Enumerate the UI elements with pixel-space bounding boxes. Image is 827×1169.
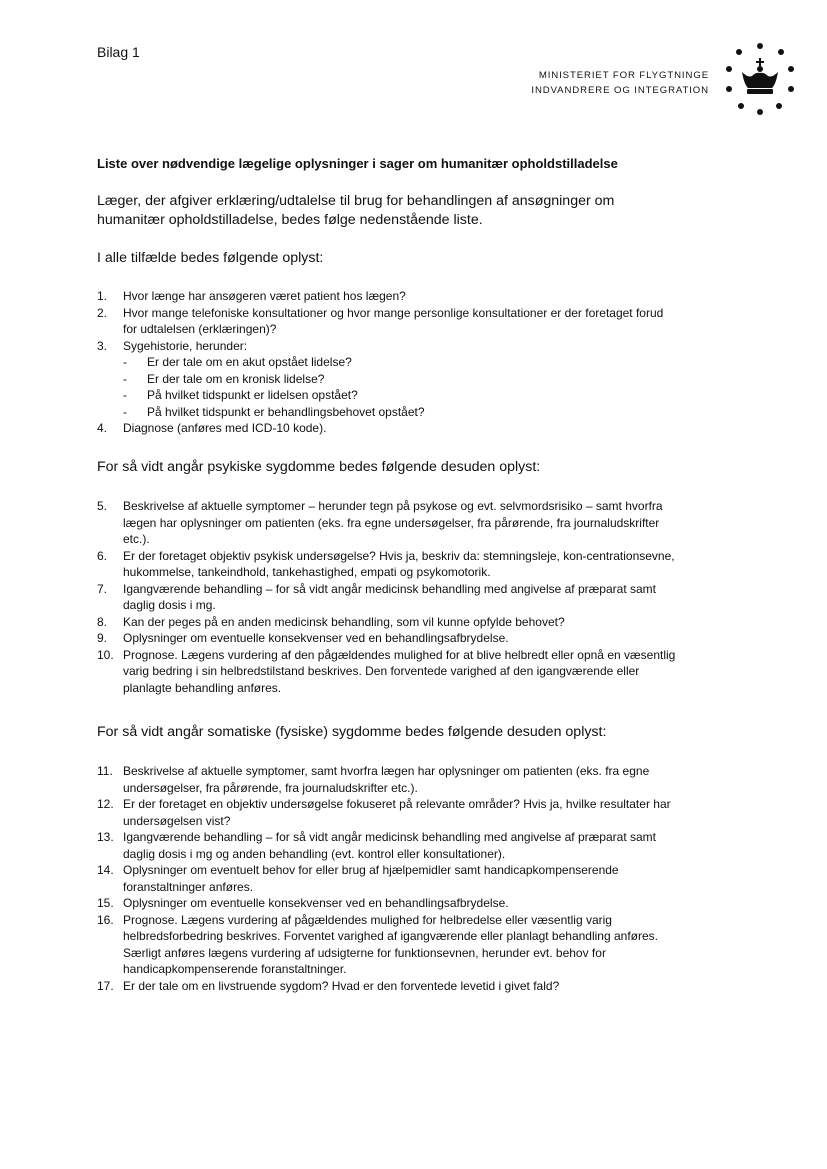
item-number: 6. xyxy=(97,548,108,563)
intro-paragraph xyxy=(97,192,657,230)
item-text: Er der foretaget en objektiv undersøgelse fokuseret på relevante områder? Hvis ja, hvilke resultater har undersøgelsen vist? xyxy=(123,797,671,828)
item-number: 10. xyxy=(97,647,114,662)
item-text: Oplysninger om eventuelle konsekvenser ved en behandlingsafbrydelse. xyxy=(123,631,509,645)
list-item xyxy=(97,581,677,614)
list-item xyxy=(97,978,677,995)
item-number: 15. xyxy=(97,896,114,910)
dash-marker: - xyxy=(123,371,127,386)
item-text: Hvor længe har ansøgeren været patient hos lægen? xyxy=(123,289,406,303)
list-item xyxy=(97,796,677,829)
sub-list-item xyxy=(97,371,677,388)
list-item xyxy=(97,288,677,305)
list-item xyxy=(97,647,677,697)
crown-logo-icon xyxy=(722,42,798,118)
ministry-line-1: MINISTERIET FOR FLYGTNINGE xyxy=(538,70,709,81)
item-text: Hvor mange telefoniske konsultationer og hvor mange personlige konsultationer er der foretaget forud for udtalelsen (erklæringen)? xyxy=(123,305,664,336)
item-number: 11. xyxy=(97,764,113,778)
item-number: 7. xyxy=(97,581,108,596)
item-number: 8. xyxy=(97,614,108,629)
item-text: Prognose. Lægens vurdering af den pågældendes mulighed for at blive helbredt eller opnå en væsentlig varig bedring i sin helbredstilstand beskrives. Den forventede varighed af den igangværende eller planlagte behandling anføres. xyxy=(123,647,676,695)
list-item xyxy=(97,862,677,895)
item-text: Oplysninger om eventuelt behov for eller brug af hjælpemidler samt handicapkompenserende foranstaltninger anføres. xyxy=(123,863,619,894)
item-number: 9. xyxy=(97,631,108,645)
item-number: 1. xyxy=(97,289,108,303)
item-number: 14. xyxy=(97,863,114,877)
item-text: Sygehistorie, herunder: xyxy=(123,338,248,353)
section-3-lead: For så vidt angår somatiske (fysiske) sygdomme bedes følgende desuden oplyst: xyxy=(97,724,607,740)
item-number: 3. xyxy=(97,338,108,353)
item-number: 2. xyxy=(97,305,108,320)
bilag-label: Bilag 1 xyxy=(97,44,140,60)
section-1-lead: I alle tilfælde bedes følgende oplyst: xyxy=(97,250,324,266)
section-2-list xyxy=(97,498,677,696)
item-number: 16. xyxy=(97,912,114,927)
item-text: Er der foretaget objektiv psykisk undersøgelse? Hvis ja, beskriv da: stemningsleje, kon-centrationsevne, hukommelse, tankeindhold, tankehastighed, empati og psykomotorik. xyxy=(123,548,675,579)
sub-list-item xyxy=(97,387,677,404)
sub-item-text: På hvilket tidspunkt er behandlingsbehovet opstået? xyxy=(147,404,425,419)
list-item xyxy=(97,498,677,548)
section-2-lead: For så vidt angår psykiske sygdomme bedes følgende desuden oplyst: xyxy=(97,459,541,475)
section-3-list xyxy=(97,763,677,994)
page-title: Liste over nødvendige lægelige oplysninger i sager om humanitær opholdstilladelse xyxy=(97,156,618,171)
item-number: 4. xyxy=(97,421,108,435)
item-number: 5. xyxy=(97,499,108,513)
item-number: 12. xyxy=(97,797,114,811)
item-text: Prognose. Lægens vurdering af pågældendes mulighed for helbredelse eller væsentlig varig helbredsforbedring beskrives. Forventet varighed af igangværende eller planlagt behandling anføres. Særligt anføres lægens vurdering af udsigterne for funktionsevnen, herunder evt. behov for handicapkompenserende foranstaltninger. xyxy=(123,912,658,976)
item-text: Beskrivelse af aktuelle symptomer, samt hvorfra lægen har oplysninger om patienten (eks. fra egne undersøgelser, fra pårørende, fra journaludskrifter etc.). xyxy=(123,764,650,795)
list-item xyxy=(97,614,677,631)
intro-line-1: Læger, der afgiver erklæring/udtalelse til brug for behandlingen af ansøgninger om xyxy=(97,193,615,209)
item-text: Er der tale om en livstruende sygdom? Hvad er den forventede levetid i givet fald? xyxy=(123,978,560,993)
list-item xyxy=(97,630,677,647)
item-text: Diagnose (anføres med ICD-10 kode). xyxy=(123,421,327,435)
list-item xyxy=(97,305,677,338)
item-text: Kan der peges på en anden medicinsk behandling, som vil kunne opfylde behovet? xyxy=(123,614,565,629)
item-text: Beskrivelse af aktuelle symptomer – herunder tegn på psykose og evt. selvmordsrisiko – samt hvorfra lægen har oplysninger om patienten (eks. fra egne undersøgelser, fra pårørende, fra journaludskrifter etc.). xyxy=(123,499,663,546)
dash-marker: - xyxy=(123,355,127,369)
section-1-list xyxy=(97,288,677,437)
list-item xyxy=(97,763,677,796)
item-text: Igangværende behandling – for så vidt angår medicinsk behandling med angivelse af præparat samt daglig dosis i mg. xyxy=(123,581,656,612)
list-item xyxy=(97,548,677,581)
list-item xyxy=(97,895,677,912)
list-item xyxy=(97,420,677,437)
sub-list-item xyxy=(97,404,677,421)
sub-item-text: På hvilket tidspunkt er lidelsen opstået? xyxy=(147,388,358,402)
item-number: 13. xyxy=(97,830,114,844)
item-text: Oplysninger om eventuelle konsekvenser ved en behandlingsafbrydelse. xyxy=(123,896,509,910)
list-item xyxy=(97,912,677,978)
ministry-line-2: INDVANDRERE OG INTEGRATION xyxy=(531,85,709,96)
item-text: Igangværende behandling – for så vidt angår medicinsk behandling med angivelse af præparat samt daglig dosis i mg og anden behandling (evt. kontrol eller konsultationer). xyxy=(123,830,656,861)
sub-list-item xyxy=(97,354,677,371)
list-item xyxy=(97,829,677,862)
ministry-name xyxy=(531,68,709,98)
item-number: 17. xyxy=(97,978,114,993)
sub-item-text: Er der tale om en akut opstået lidelse? xyxy=(147,355,352,369)
sub-item-text: Er der tale om en kronisk lidelse? xyxy=(147,371,325,386)
intro-line-2: humanitær opholdstilladelse, bedes følge nedenstående liste. xyxy=(97,212,483,228)
dash-marker: - xyxy=(123,404,127,419)
list-item xyxy=(97,338,677,355)
dash-marker: - xyxy=(123,388,127,402)
